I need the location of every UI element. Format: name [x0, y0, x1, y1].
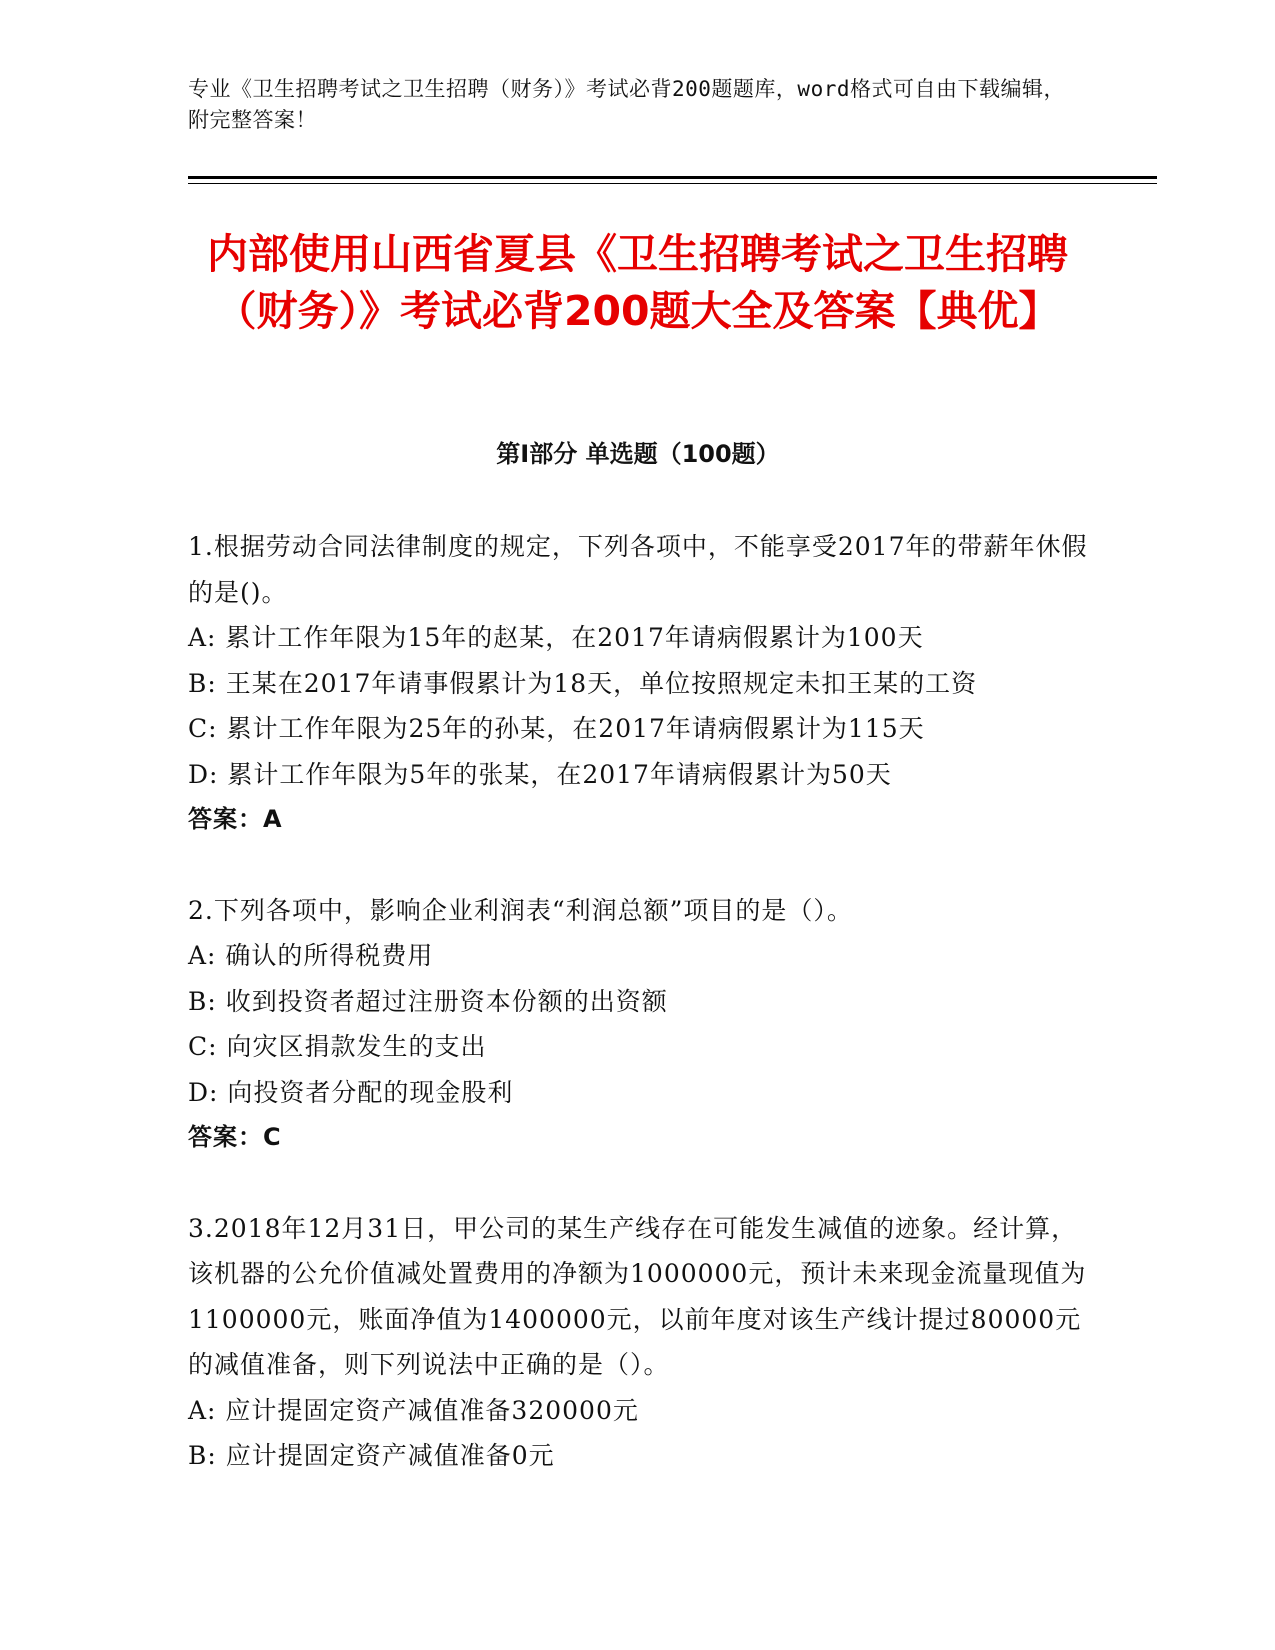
- question-3: [188, 1206, 1088, 1479]
- option-d: D: 向投资者分配的现金股利: [188, 1077, 514, 1107]
- answer-line: 答案：A: [188, 805, 283, 833]
- section-heading: 第I部分 单选题（100题）: [496, 440, 780, 468]
- option-d: D: 累计工作年限为5年的张某，在2017年请病假累计为50天: [188, 759, 892, 789]
- header-divider-thick: [188, 176, 1157, 179]
- question-list: [188, 524, 1088, 1524]
- option-b: B: 收到投资者超过注册资本份额的出资额: [188, 986, 668, 1016]
- question-stem: 1.根据劳动合同法律制度的规定，下列各项中，不能享受2017年的带薪年休假的是()。: [188, 532, 1088, 607]
- header-note: 专业《卫生招聘考试之卫生招聘（财务）》考试必背200题题库，word格式可自由下载编辑，附完整答案！: [188, 77, 1065, 132]
- question-1: [188, 524, 1088, 843]
- question-2: [188, 888, 1088, 1161]
- option-b: B: 应计提固定资产减值准备0元: [188, 1441, 555, 1470]
- answer-line: 答案：C: [188, 1123, 282, 1151]
- question-stem: 3.2018年12月31日，甲公司的某生产线存在可能发生减值的迹象。经计算，该机器的公允价值减处置费用的净额为1000000元，预计未来现金流量现值为1100000元，账面净值为1400000元，以前年度对该生产线计提过80000元的减值准备，则下列说法中正确的是（）。: [188, 1213, 1087, 1379]
- document-title: 内部使用山西省夏县《卫生招聘考试之卫生招聘（财务）》考试必背200题大全及答案【典优】: [207, 230, 1068, 335]
- header-divider-thin: [188, 183, 1157, 184]
- option-c: C: 累计工作年限为25年的孙某，在2017年请病假累计为115天: [188, 714, 925, 743]
- option-a: A: 应计提固定资产减值准备320000元: [188, 1395, 639, 1425]
- option-a: A: 累计工作年限为15年的赵某，在2017年请病假累计为100天: [188, 623, 924, 652]
- question-stem: 2.下列各项中，影响企业利润表“利润总额”项目的是（）。: [188, 895, 853, 925]
- option-b: B: 王某在2017年请事假累计为18天，单位按照规定未扣王某的工资: [188, 668, 978, 698]
- option-c: C: 向灾区捐款发生的支出: [188, 1032, 487, 1061]
- option-a: A: 确认的所得税费用: [188, 941, 434, 970]
